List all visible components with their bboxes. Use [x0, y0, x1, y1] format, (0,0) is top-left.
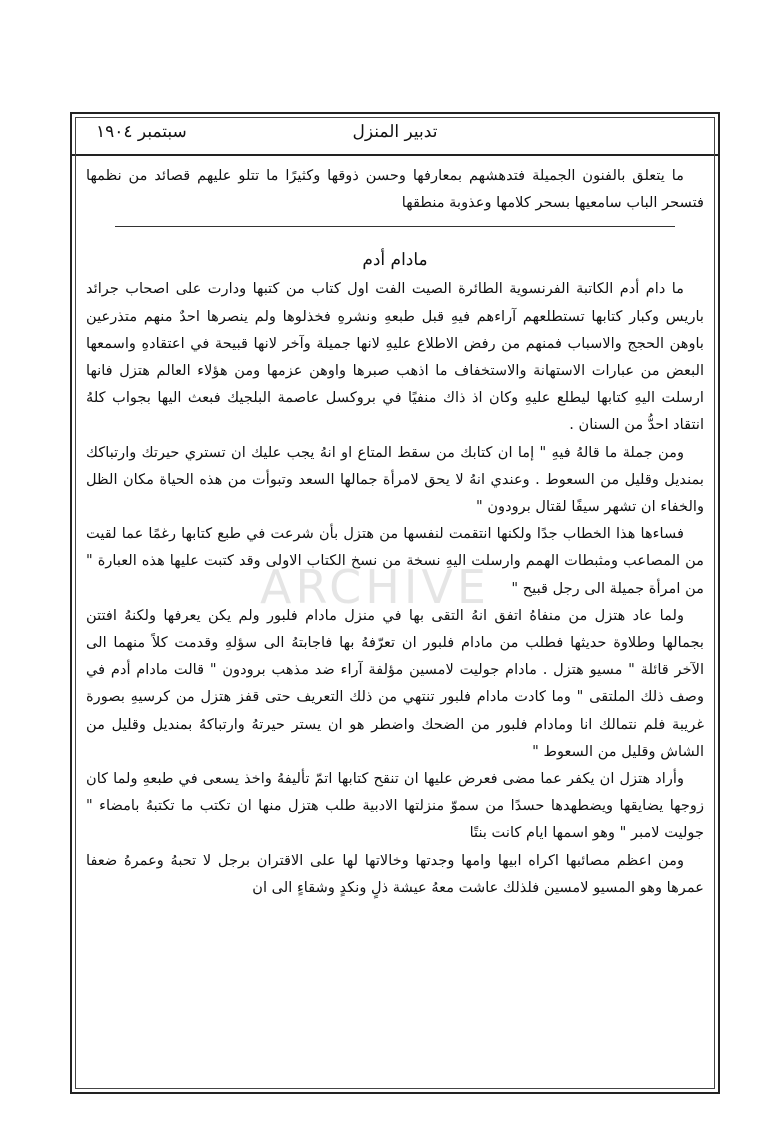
article-body — [72, 156, 718, 901]
section-divider — [115, 226, 675, 227]
intro-paragraph: ما يتعلق بالفنون الجميلة فتدهشهم بمعارفها وحسن ذوقها وكثيرًا ما تتلو عليهم قصائد من نظمها فتسحر الباب سامعيها بسحر كلامها وعذوبة منطقها — [86, 167, 704, 212]
page-header — [72, 114, 718, 156]
running-title: تدبير المنزل — [352, 122, 438, 142]
section-title: مادام أدم — [362, 250, 428, 271]
archive-watermark: ARCHIVE — [260, 560, 490, 614]
paragraph-6: ومن اعظم مصائبها اكراه ابيها وامها وجدتها وخالاتها لها على الاقتران برجل لا تحبهُ وعمرهُ ضعفا عمرها وهو المسيو لامسين فلذلك عاشت معهُ عيشة ذلٍ ونكدٍ وشقاءٍ الى ان — [86, 851, 704, 896]
paragraph-5: وأراد هتزل ان يكفر عما مضى فعرض عليها ان تنقح كتابها اتمّ تأليفهُ واخذ يسعى في طبعهِ ولما كان زوجها يضايقها ويضطهدها حسدًا من سموّ منزلتها الادبية طلب هتزل منها ان تكتب ما تكتبهُ بامضاء " جوليت لامبر " وهو اسمها ايام كانت بنتًا — [86, 770, 704, 842]
issue-date: سبتمبر ١٩٠٤ — [96, 122, 187, 142]
paragraph-3: فساءها هذا الخطاب جدًا ولكنها انتقمت لنفسها من هتزل بأن شرعت في طبع كتابها رغمًا عما لقيت من المصاعب ومثبطات الهمم وارسلت اليهِ نسخة من نسخ الكتاب الاولى وقد كتبت عليها هذه العبارة " من امرأة جميلة الى رجل قبيح " — [86, 525, 704, 597]
paragraph-2: ومن جملة ما قالهُ فيهِ " إما ان كتابك من سقط المتاع او انهُ يجب عليك ان تستري حيرتك وارتباكك بمنديل وقليل من السعوط . وعندي انهُ لا يحق لامرأة جمالها السعد وتبوأت من هذه الحياة مكان الظل والخفاء ان تشهر سيفًا لقتال برودون " — [86, 443, 704, 516]
paragraph-1: ما دام أدم الكاتبة الفرنسوية الطائرة الصيت الفت اول كتاب من كتبها ودارت على اصحاب جرائد باريس وكبار كتابها تستطلعهم آراءهم فيهِ قبل طبعهِ ونشرهِ فخذلوها ولم ينصرها احدٌ منهم متذرعين باوهن الحجج والاسباب فمنهم من رفض الاطلاع عليهِ لانها جميلة وآخر لانها قبيحة في اعتقادهِ واسمعها البعض من عبارات الاستهانة والاستخفاف ما اذهب صبرها واوهن عزمها ومن هؤلاء العالم هتزل فانها ارسلت اليهِ كتابها ليطلع عليهِ وكان اذ ذاك منفيًا في بروكسل عاصمة البلجيك فبعث اليها بجواب كلهُ انتقاد احدُّ من السنان . — [86, 280, 704, 434]
page-frame — [70, 112, 720, 1094]
paragraph-4: ولما عاد هتزل من منفاهُ اتفق انهُ التقى بها في منزل مادام فلبور ولم يكن يعرفها ولكنهُ افتتن بجمالها وطلاوة حديثها فطلب من مادام فلبور ان تعرّفهُ بها فاجابتهُ الى سؤلهِ وقدمت كلاً منهما الى الآخر قائلة " مسيو هتزل . مادام جوليت لامسين مؤلفة آراء ضد مذهب برودون " قالت مادام أدم في وصف ذلك الملتقى " وما كادت مادام فلبور تنتهي من ذلك التعريف حتى قفز هتزل من كرسيهِ بصورة غريبة فلم نتمالك انا ومادام فلبور من الضحك واضطر هو ان يستر حيرتهُ وارتباكهُ بمنديل وقليل من الشاش وقليل من السعوط " — [86, 606, 704, 760]
